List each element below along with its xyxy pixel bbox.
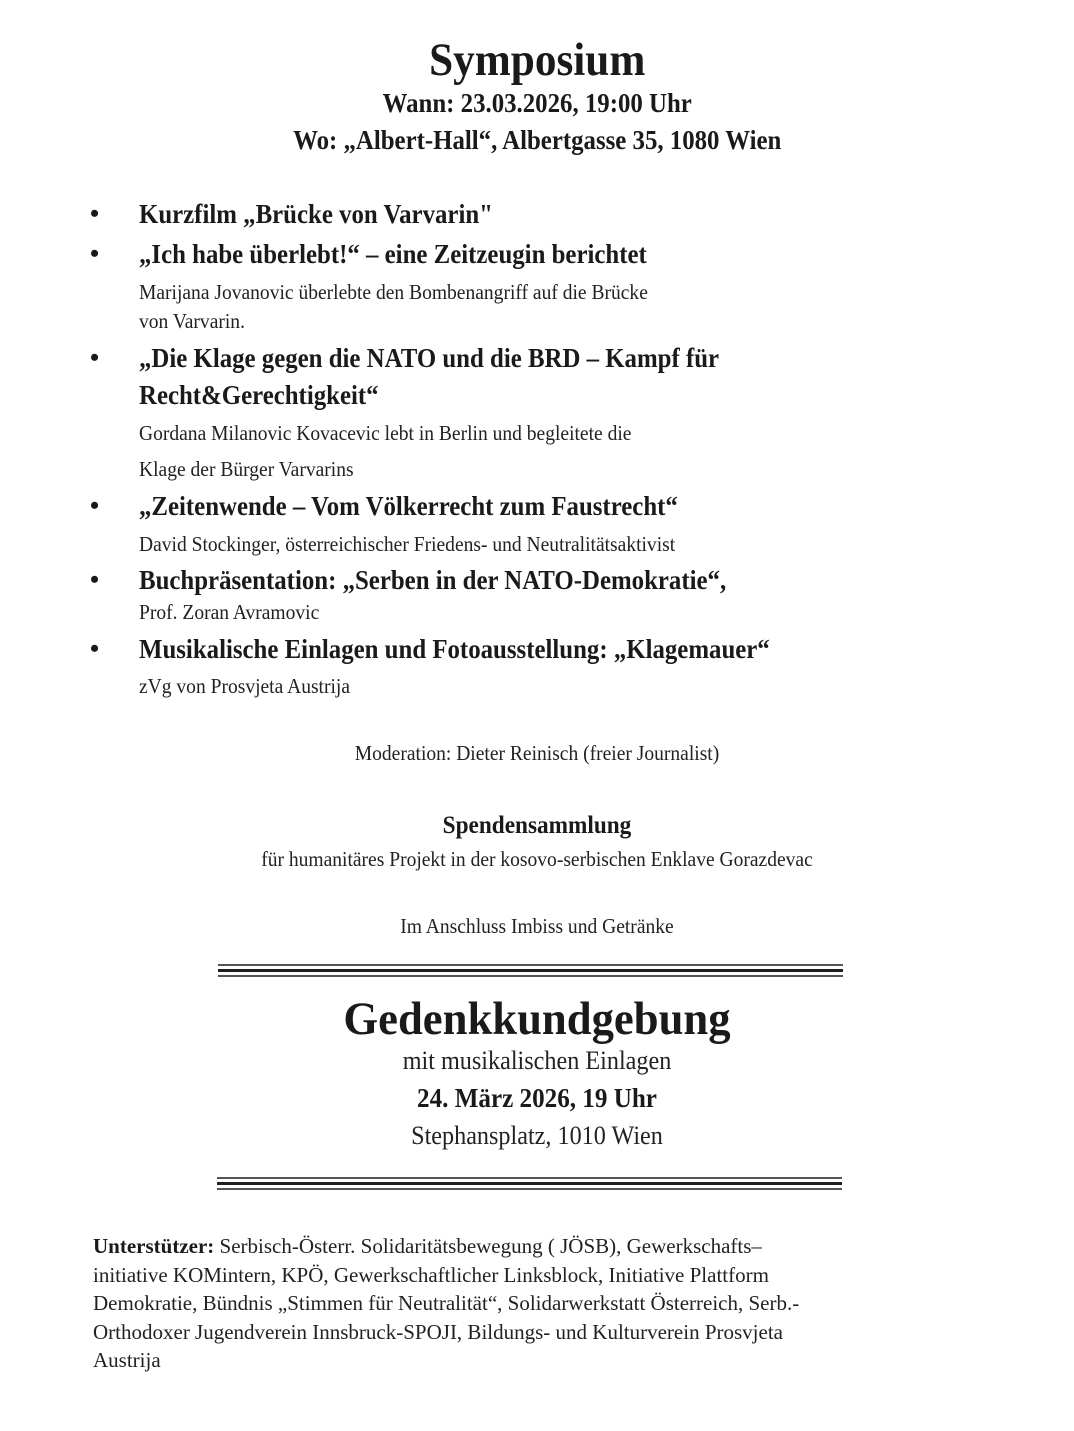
program-item-title: Buchpräsentation: „Serben in der NATO-Demokratie“,: [139, 565, 727, 595]
supporters-label: Unterstützer:: [93, 1234, 215, 1258]
bullet-icon: •: [90, 239, 100, 268]
bullet-icon: •: [90, 199, 100, 228]
donation-text: für humanitäres Projekt in der kosovo-serbischen Enklave Gorazdevac: [261, 847, 813, 871]
supporters-line: Orthodoxer Jugendverein Innsbruck-SPOJI, Bildungs- und Kulturverein Prosvjeta: [93, 1319, 783, 1344]
symposium-when: Wann: 23.03.2026, 19:00 Uhr: [382, 88, 692, 118]
supporters-line: Austrija: [93, 1348, 161, 1373]
symposium-title: Symposium: [429, 34, 646, 86]
supporters-line: [93, 1232, 993, 1261]
program-item-description: Prof. Zoran Avramovic: [139, 600, 320, 624]
rally-subtitle: mit musikalischen Einlagen: [402, 1046, 672, 1075]
supporters-text: Serbisch-Österr. Solidaritätsbewegung ( JÖSB), Gewerkschafts–: [214, 1234, 762, 1258]
rally-title: Gedenkkundgebung: [343, 993, 731, 1045]
bullet-icon: •: [90, 491, 100, 520]
bullet-icon: •: [90, 634, 100, 663]
supporters-line: Demokratie, Bündnis „Stimmen für Neutralität“, Solidarwerkstatt Österreich, Serb.-: [93, 1291, 800, 1316]
catering-text: Im Anschluss Imbiss und Getränke: [400, 914, 674, 938]
program-item-description: David Stockinger, österreichischer Friedens- und Neutralitätsaktivist: [139, 532, 676, 556]
program-item-description: von Varvarin.: [139, 309, 245, 333]
donation-title: Spendensammlung: [442, 812, 632, 839]
rally-place: Stephansplatz, 1010 Wien: [411, 1121, 663, 1150]
program-item-description: Gordana Milanovic Kovacevic lebt in Berlin und begleitete die: [139, 421, 632, 445]
program-item-description: zVg von Prosvjeta Austrija: [139, 674, 351, 698]
rally-date: 24. März 2026, 19 Uhr: [417, 1083, 657, 1113]
program-item-description: Marijana Jovanovic überlebte den Bombenangriff auf die Brücke: [139, 280, 648, 304]
bullet-icon: •: [90, 343, 100, 372]
moderation-text: Moderation: Dieter Reinisch (freier Journalist): [354, 741, 720, 765]
program-item-title: Musikalische Einlagen und Fotoausstellung: „Klagemauer“: [139, 634, 770, 664]
program-item-title: Kurzfilm „Brücke von Varvarin": [139, 199, 493, 229]
program-item-title: „Zeitenwende – Vom Völkerrecht zum Faustrecht“: [139, 491, 678, 521]
supporters-line: initiative KOMintern, KPÖ, Gewerkschaftlicher Linksblock, Initiative Plattform: [93, 1262, 769, 1287]
program-item-title: „Die Klage gegen die NATO und die BRD – Kampf für: [139, 343, 720, 373]
program-item-title: „Ich habe überlebt!“ – eine Zeitzeugin berichtet: [139, 239, 647, 269]
symposium-where: Wo: „Albert-Hall“, Albertgasse 35, 1080 Wien: [293, 125, 782, 155]
bullet-icon: •: [90, 565, 100, 594]
divider-bottom: [217, 1177, 842, 1190]
divider-top: [218, 964, 843, 977]
program-item-title-continued: Recht&Gerechtigkeit“: [139, 380, 379, 410]
supporters-block: [93, 1232, 993, 1375]
program-item-description: Klage der Bürger Varvarins: [139, 457, 354, 481]
